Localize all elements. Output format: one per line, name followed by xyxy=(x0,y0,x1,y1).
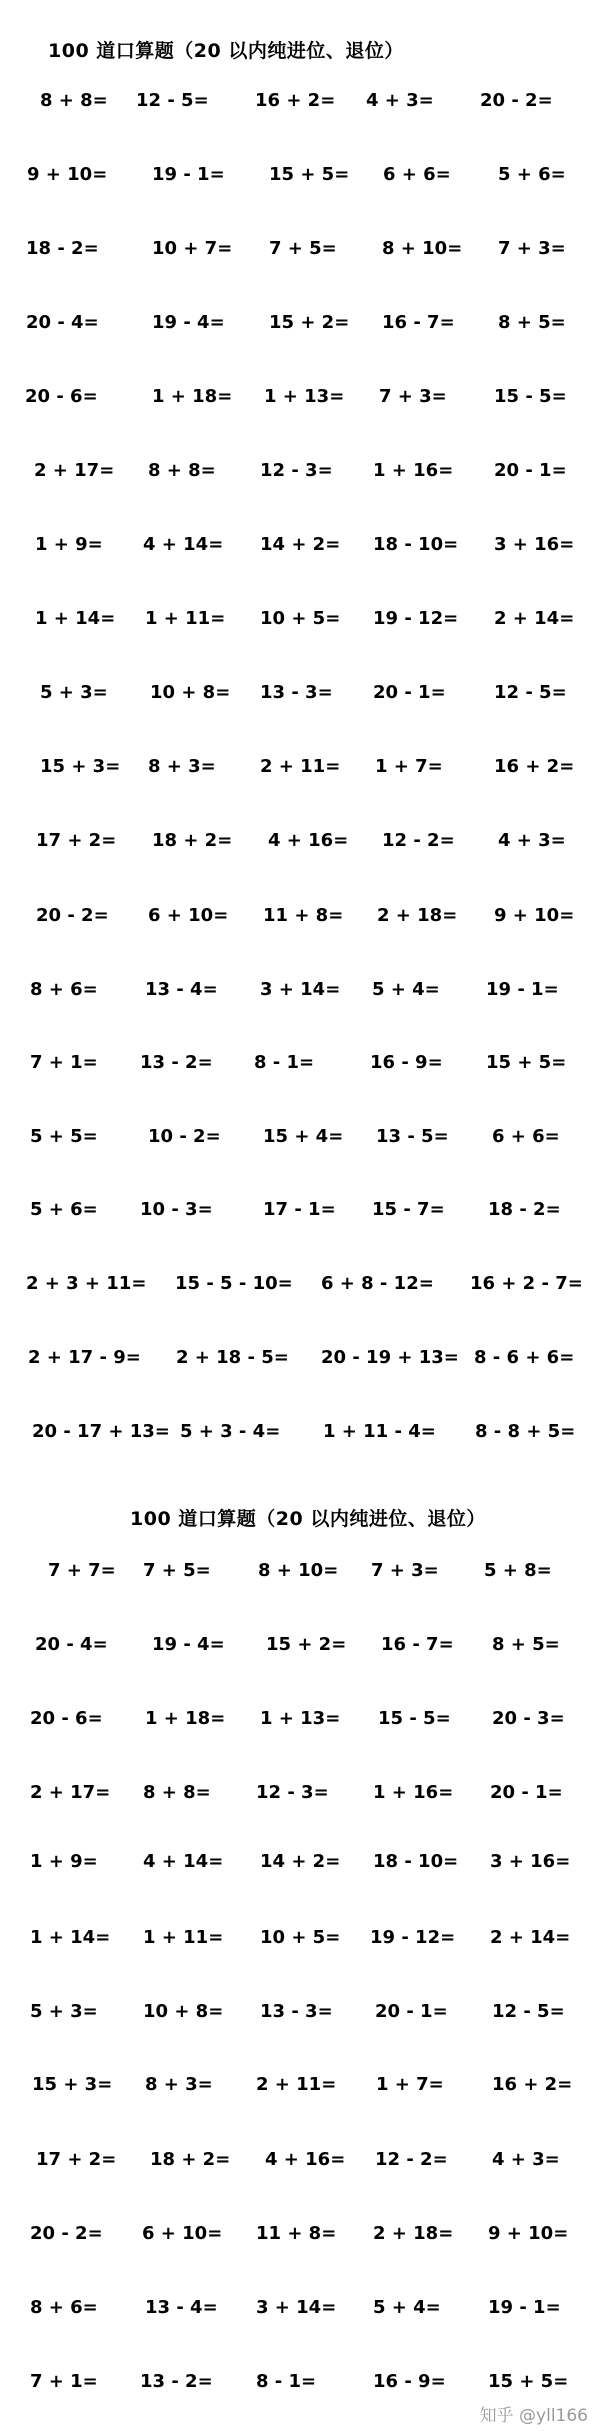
math-problem: 15 + 5= xyxy=(488,2371,569,2392)
math-problem: 20 - 2= xyxy=(480,90,553,111)
math-problem: 15 + 2= xyxy=(269,312,350,333)
math-problem: 7 + 7= xyxy=(48,1560,116,1581)
math-problem: 18 + 2= xyxy=(152,830,233,851)
math-problem: 16 - 9= xyxy=(373,2371,446,2392)
math-problem: 9 + 10= xyxy=(27,164,108,185)
problem-row xyxy=(0,1117,600,1157)
math-problem: 8 - 8 + 5= xyxy=(475,1421,576,1442)
math-problem: 7 + 3= xyxy=(379,386,447,407)
math-problem: 20 - 4= xyxy=(35,1634,108,1655)
math-problem: 5 + 3= xyxy=(40,682,108,703)
watermark: 知乎 @yll166 xyxy=(479,2406,588,2426)
math-problem: 10 + 7= xyxy=(152,238,233,259)
math-problem: 2 + 17 - 9= xyxy=(28,1347,141,1368)
math-problem: 15 + 3= xyxy=(32,2074,113,2095)
math-problem: 20 - 19 + 13= xyxy=(321,1347,459,1368)
math-problem: 8 + 8= xyxy=(143,1782,211,1803)
math-problem: 20 - 3= xyxy=(492,1708,565,1729)
math-problem: 20 - 1= xyxy=(373,682,446,703)
math-problem: 20 - 1= xyxy=(490,1782,563,1803)
math-problem: 12 - 3= xyxy=(260,460,333,481)
math-problem: 10 + 8= xyxy=(143,2001,224,2022)
math-problem: 12 - 5= xyxy=(492,2001,565,2022)
math-problem: 4 + 14= xyxy=(143,1851,224,1872)
math-problem: 4 + 16= xyxy=(265,2149,346,2170)
math-problem: 3 + 16= xyxy=(494,534,575,555)
problem-row xyxy=(0,377,600,417)
math-problem: 18 - 10= xyxy=(373,534,459,555)
math-problem: 8 - 1= xyxy=(254,1052,315,1073)
math-problem: 5 + 3= xyxy=(30,2001,98,2022)
math-problem: 15 + 5= xyxy=(269,164,350,185)
math-problem: 12 - 2= xyxy=(375,2149,448,2170)
problem-row xyxy=(0,2362,600,2402)
problem-row xyxy=(0,747,600,787)
math-problem: 5 + 8= xyxy=(484,1560,552,1581)
math-problem: 16 - 7= xyxy=(381,1634,454,1655)
math-problem: 17 + 2= xyxy=(36,830,117,851)
math-problem: 6 + 6= xyxy=(492,1126,560,1147)
problem-row xyxy=(0,896,600,936)
math-problem: 19 - 12= xyxy=(370,1927,456,1948)
math-problem: 2 + 18= xyxy=(373,2223,454,2244)
math-problem: 16 + 2= xyxy=(492,2074,573,2095)
math-problem: 15 - 7= xyxy=(372,1199,445,1220)
math-problem: 2 + 14= xyxy=(490,1927,571,1948)
math-problem: 13 - 3= xyxy=(260,682,333,703)
math-problem: 20 - 6= xyxy=(25,386,98,407)
math-problem: 14 + 2= xyxy=(260,1851,341,1872)
problem-row xyxy=(0,1918,600,1958)
math-problem: 19 - 1= xyxy=(152,164,225,185)
math-problem: 15 - 5= xyxy=(494,386,567,407)
math-problem: 1 + 11= xyxy=(145,608,226,629)
math-problem: 8 - 6 + 6= xyxy=(474,1347,575,1368)
problem-row xyxy=(0,2140,600,2180)
problem-row xyxy=(0,1992,600,2032)
math-problem: 2 + 11= xyxy=(256,2074,337,2095)
math-problem: 1 + 16= xyxy=(373,1782,454,1803)
math-problem: 13 - 5= xyxy=(376,1126,449,1147)
math-problem: 1 + 14= xyxy=(35,608,116,629)
math-problem: 6 + 8 - 12= xyxy=(321,1273,434,1294)
math-problem: 15 + 2= xyxy=(266,1634,347,1655)
math-problem: 4 + 3= xyxy=(366,90,434,111)
math-problem: 1 + 13= xyxy=(260,1708,341,1729)
math-problem: 12 - 5= xyxy=(136,90,209,111)
problem-row xyxy=(0,1773,600,1813)
math-problem: 15 + 5= xyxy=(486,1052,567,1073)
problem-row xyxy=(0,2065,600,2105)
math-problem: 11 + 8= xyxy=(263,905,344,926)
math-problem: 8 + 10= xyxy=(258,1560,339,1581)
math-problem: 8 + 10= xyxy=(382,238,463,259)
math-problem: 10 - 2= xyxy=(148,1126,221,1147)
math-problem: 4 + 3= xyxy=(498,830,566,851)
math-problem: 3 + 14= xyxy=(260,979,341,1000)
math-problem: 6 + 10= xyxy=(148,905,229,926)
problem-row xyxy=(0,303,600,343)
math-problem: 18 + 2= xyxy=(150,2149,231,2170)
math-problem: 15 - 5= xyxy=(378,1708,451,1729)
math-problem: 15 + 4= xyxy=(263,1126,344,1147)
math-problem: 7 + 5= xyxy=(143,1560,211,1581)
math-problem: 3 + 14= xyxy=(256,2297,337,2318)
math-problem: 1 + 18= xyxy=(152,386,233,407)
worksheet-title: 100 道口算题（20 以内纯进位、退位） xyxy=(48,40,404,62)
math-problem: 8 + 3= xyxy=(148,756,216,777)
problem-row xyxy=(0,155,600,195)
math-problem: 6 + 10= xyxy=(142,2223,223,2244)
math-problem: 5 + 6= xyxy=(498,164,566,185)
math-problem: 19 - 4= xyxy=(152,312,225,333)
problem-row xyxy=(0,821,600,861)
math-problem: 1 + 16= xyxy=(373,460,454,481)
math-problem: 15 - 5 - 10= xyxy=(175,1273,293,1294)
worksheet-title: 100 道口算题（20 以内纯进位、退位） xyxy=(130,1508,486,1530)
math-problem: 1 + 14= xyxy=(30,1927,111,1948)
math-problem: 20 - 1= xyxy=(375,2001,448,2022)
math-problem: 4 + 16= xyxy=(268,830,349,851)
problem-row xyxy=(0,81,600,121)
problem-row xyxy=(0,599,600,639)
math-problem: 1 + 9= xyxy=(35,534,103,555)
math-problem: 5 + 6= xyxy=(30,1199,98,1220)
math-problem: 8 + 6= xyxy=(30,2297,98,2318)
math-problem: 2 + 17= xyxy=(30,1782,111,1803)
math-problem: 12 - 2= xyxy=(382,830,455,851)
math-problem: 10 + 5= xyxy=(260,1927,341,1948)
math-problem: 18 - 2= xyxy=(488,1199,561,1220)
math-problem: 12 - 5= xyxy=(494,682,567,703)
math-problem: 2 + 18 - 5= xyxy=(176,1347,289,1368)
math-problem: 20 - 2= xyxy=(36,905,109,926)
math-problem: 8 + 3= xyxy=(145,2074,213,2095)
problem-row xyxy=(0,970,600,1010)
problem-row xyxy=(0,2288,600,2328)
math-problem: 16 + 2= xyxy=(494,756,575,777)
math-problem: 17 + 2= xyxy=(36,2149,117,2170)
problem-row xyxy=(0,229,600,269)
math-problem: 17 - 1= xyxy=(263,1199,336,1220)
math-problem: 11 + 8= xyxy=(256,2223,337,2244)
math-problem: 5 + 3 - 4= xyxy=(180,1421,281,1442)
math-problem: 10 + 8= xyxy=(150,682,231,703)
problem-row xyxy=(0,451,600,491)
problem-row xyxy=(0,1190,600,1230)
math-problem: 1 + 18= xyxy=(145,1708,226,1729)
problem-row xyxy=(0,1699,600,1739)
math-problem: 8 + 8= xyxy=(148,460,216,481)
problem-row xyxy=(0,525,600,565)
math-problem: 8 + 5= xyxy=(498,312,566,333)
math-problem: 8 + 6= xyxy=(30,979,98,1000)
math-problem: 2 + 14= xyxy=(494,608,575,629)
math-problem: 7 + 3= xyxy=(498,238,566,259)
math-problem: 19 - 12= xyxy=(373,608,459,629)
math-problem: 8 - 1= xyxy=(256,2371,317,2392)
math-problem: 1 + 9= xyxy=(30,1851,98,1872)
math-problem: 20 - 6= xyxy=(30,1708,103,1729)
math-problem: 1 + 7= xyxy=(375,756,443,777)
math-problem: 7 + 3= xyxy=(371,1560,439,1581)
math-problem: 1 + 13= xyxy=(264,386,345,407)
math-problem: 18 - 2= xyxy=(26,238,99,259)
math-problem: 13 - 2= xyxy=(140,1052,213,1073)
problem-row xyxy=(0,1043,600,1083)
math-problem: 5 + 5= xyxy=(30,1126,98,1147)
math-problem: 20 - 1= xyxy=(494,460,567,481)
math-problem: 1 + 7= xyxy=(376,2074,444,2095)
math-problem: 19 - 1= xyxy=(488,2297,561,2318)
math-problem: 7 + 1= xyxy=(30,2371,98,2392)
math-problem: 3 + 16= xyxy=(490,1851,571,1872)
math-problem: 2 + 3 + 11= xyxy=(26,1273,147,1294)
math-problem: 19 - 4= xyxy=(152,1634,225,1655)
math-problem: 4 + 14= xyxy=(143,534,224,555)
math-problem: 5 + 4= xyxy=(373,2297,441,2318)
math-problem: 2 + 18= xyxy=(377,905,458,926)
math-problem: 8 + 5= xyxy=(492,1634,560,1655)
math-problem: 1 + 11= xyxy=(143,1927,224,1948)
math-problem: 2 + 11= xyxy=(260,756,341,777)
math-problem: 8 + 8= xyxy=(40,90,108,111)
problem-row xyxy=(0,1551,600,1591)
math-problem: 13 - 2= xyxy=(140,2371,213,2392)
math-problem: 18 - 10= xyxy=(373,1851,459,1872)
math-problem: 7 + 5= xyxy=(269,238,337,259)
math-problem: 16 + 2 - 7= xyxy=(470,1273,583,1294)
math-problem: 16 + 2= xyxy=(255,90,336,111)
math-problem: 2 + 17= xyxy=(34,460,115,481)
math-problem: 12 - 3= xyxy=(256,1782,329,1803)
math-problem: 9 + 10= xyxy=(488,2223,569,2244)
math-problem: 16 - 7= xyxy=(382,312,455,333)
problem-row xyxy=(0,1625,600,1665)
problem-row xyxy=(0,1338,600,1378)
math-problem: 10 - 3= xyxy=(140,1199,213,1220)
math-problem: 4 + 3= xyxy=(492,2149,560,2170)
problem-row xyxy=(0,1412,600,1452)
math-problem: 6 + 6= xyxy=(383,164,451,185)
math-problem: 1 + 11 - 4= xyxy=(323,1421,436,1442)
problem-row xyxy=(0,1842,600,1882)
math-problem: 13 - 3= xyxy=(260,2001,333,2022)
math-problem: 7 + 1= xyxy=(30,1052,98,1073)
math-problem: 13 - 4= xyxy=(145,979,218,1000)
problem-row xyxy=(0,673,600,713)
problem-row xyxy=(0,1264,600,1304)
math-problem: 20 - 4= xyxy=(26,312,99,333)
math-problem: 9 + 10= xyxy=(494,905,575,926)
math-problem: 19 - 1= xyxy=(486,979,559,1000)
math-problem: 14 + 2= xyxy=(260,534,341,555)
math-problem: 20 - 17 + 13= xyxy=(32,1421,170,1442)
math-problem: 16 - 9= xyxy=(370,1052,443,1073)
math-problem: 20 - 2= xyxy=(30,2223,103,2244)
math-problem: 15 + 3= xyxy=(40,756,121,777)
math-problem: 5 + 4= xyxy=(372,979,440,1000)
math-problem: 13 - 4= xyxy=(145,2297,218,2318)
math-problem: 10 + 5= xyxy=(260,608,341,629)
problem-row xyxy=(0,2214,600,2254)
